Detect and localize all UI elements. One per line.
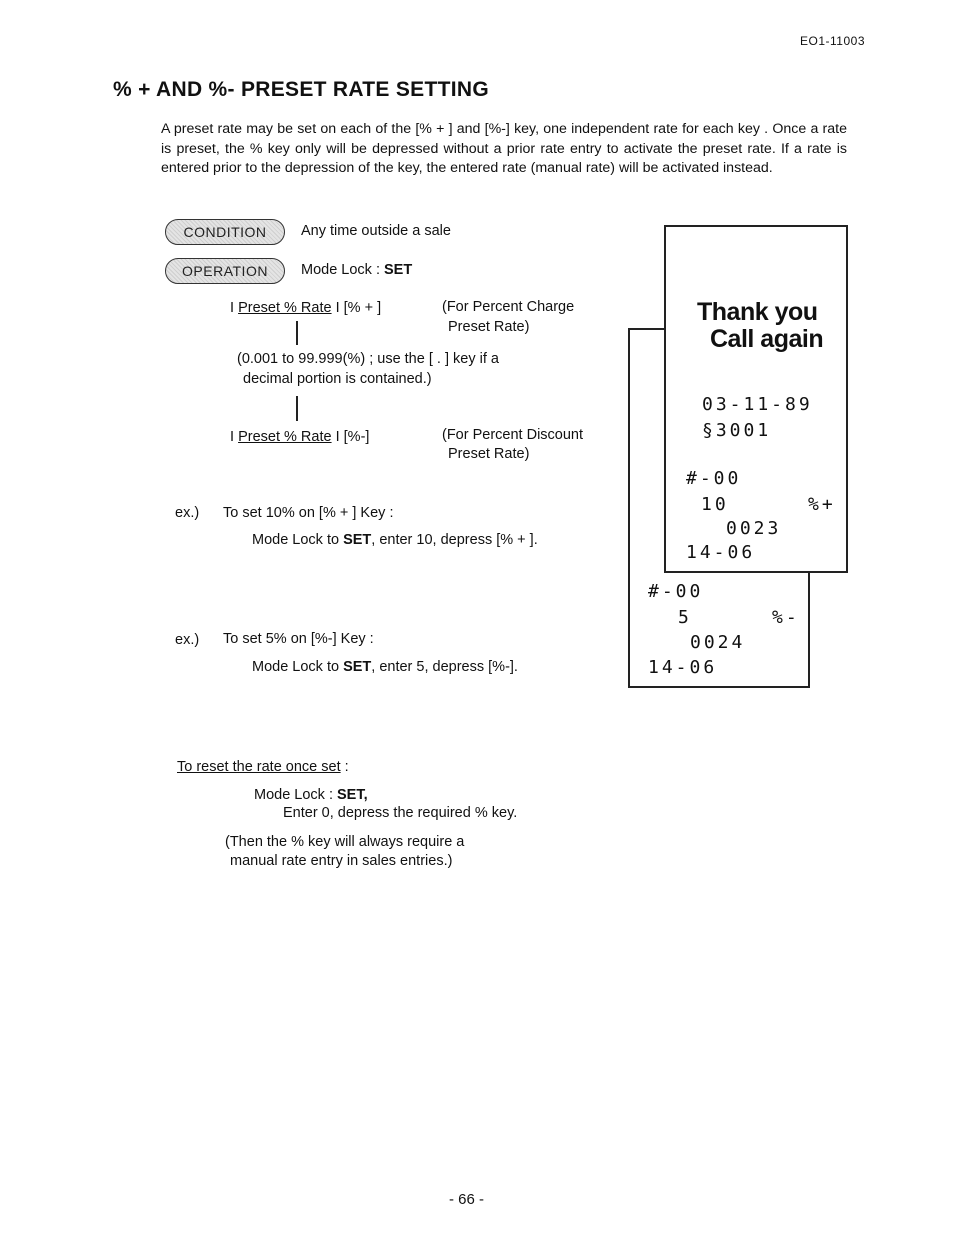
intro-paragraph: A preset rate may be set on each of the [% + ] and [%-] key, one independent rate for each key . Once a rate is preset, the % key only will be depressed without a prior rate entry to activate the preset rate. If a rate is entered prior to the depression of the key, the entered rate (manual rate) will be activated instead.	[161, 121, 847, 176]
step2-label: Preset % Rate	[238, 429, 332, 445]
receipt2-time: 14-06	[648, 657, 718, 678]
receipt1-count: 0023	[726, 518, 782, 539]
reset-heading: To reset the rate once set :	[177, 759, 349, 775]
mode-lock-line: Mode Lock : SET	[301, 262, 413, 278]
reset-instruction: Enter 0, depress the required % key.	[283, 805, 518, 821]
step2-note-1: (For Percent Discount	[442, 427, 584, 443]
receipt1-rate: 10	[701, 494, 729, 515]
receipt-call-again: Call again	[710, 325, 824, 353]
receipt-thank-you: Thank you	[697, 298, 818, 326]
reset-note-1: (Then the % key will always require a	[225, 834, 465, 850]
receipt1-code: §3001	[702, 420, 772, 441]
step1-entry: I Preset % Rate I [% + ]	[230, 300, 382, 316]
receipt-front	[664, 225, 848, 573]
receipt2-key: %-	[772, 607, 800, 628]
step1-note-1: (For Percent Charge	[442, 299, 575, 315]
receipt1-key: %+	[808, 494, 836, 515]
receipt1-time: 14-06	[686, 542, 756, 563]
range-note-1: (0.001 to 99.999(%) ; use the [ . ] key if a	[237, 351, 499, 367]
receipt1-date: 03-11-89	[702, 394, 813, 415]
example2-title: To set 5% on [%-] Key :	[223, 631, 374, 647]
step1-note-2: Preset Rate)	[448, 319, 530, 335]
flow-line-1	[296, 321, 298, 345]
step1-label: Preset % Rate	[238, 300, 332, 316]
page-title: % + AND %- PRESET RATE SETTING	[113, 78, 489, 101]
document-id: EO1-11003	[800, 34, 865, 48]
reset-mode-lock: Mode Lock : SET,	[254, 787, 368, 803]
receipt2-line1: #-00	[648, 581, 704, 602]
operation-badge: OPERATION	[165, 258, 285, 284]
receipt2-count: 0024	[690, 632, 746, 653]
receipt2-rate: 5	[678, 607, 692, 628]
condition-badge: CONDITION	[165, 219, 285, 245]
flow-line-2	[296, 396, 298, 421]
step2-note-2: Preset Rate)	[448, 446, 530, 462]
example2-detail: Mode Lock to SET, enter 5, depress [%-].	[252, 659, 518, 675]
receipt1-line1: #-00	[686, 468, 742, 489]
example2-prefix: ex.)	[175, 632, 200, 648]
step2-entry: I Preset % Rate I [%-]	[230, 429, 370, 445]
example1-title: To set 10% on [% + ] Key :	[223, 505, 394, 521]
condition-text: Any time outside a sale	[301, 223, 451, 239]
page-number: - 66 -	[449, 1191, 485, 1208]
range-note-2: decimal portion is contained.)	[243, 371, 432, 387]
example1-detail: Mode Lock to SET, enter 10, depress [% + ].	[252, 532, 538, 548]
reset-note-2: manual rate entry in sales entries.)	[230, 853, 453, 869]
example1-prefix: ex.)	[175, 505, 200, 521]
